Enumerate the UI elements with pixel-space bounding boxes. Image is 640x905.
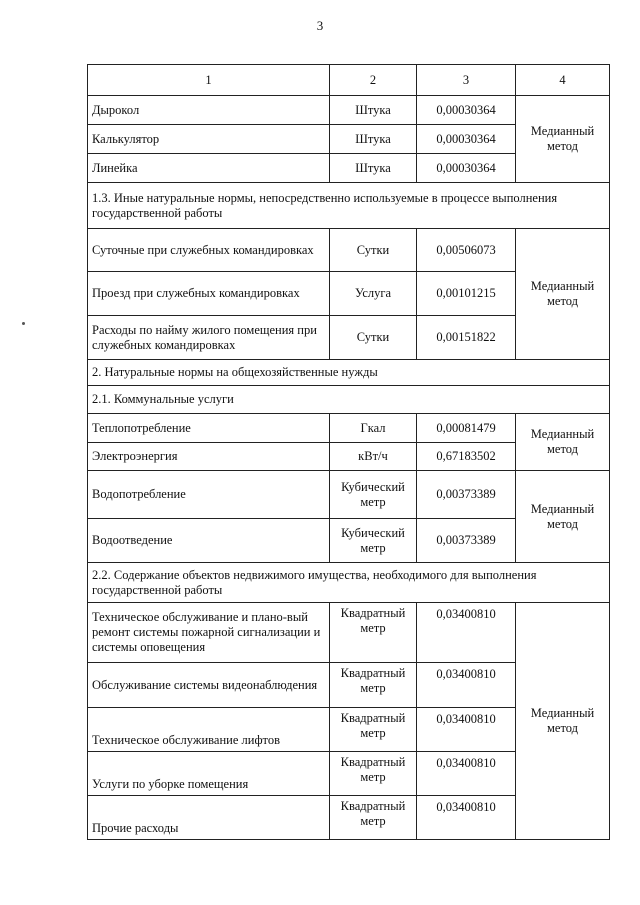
table-row [88,603,610,663]
section-row [88,386,610,414]
table-header-row [88,65,610,96]
section-row [88,360,610,386]
method-cell: Медианный метод [516,229,610,360]
item-value: 0,03400810 [417,663,516,708]
item-value: 0,00030364 [417,125,516,154]
item-unit: Штука [330,154,417,183]
section-row [88,183,610,229]
item-name: Линейка [88,154,330,183]
method-cell: Медианный метод [516,603,610,840]
method-cell: Медианный метод [516,414,610,471]
header-cell: 2 [330,65,417,96]
item-name: Техническое обслуживание и плано-вый ремонт системы пожарной сигнализации и системы оповещения [88,603,330,663]
table-row [88,414,610,443]
item-unit: Квадратный метр [330,663,417,708]
item-value: 0,00151822 [417,316,516,360]
item-name: Водоотведение [88,519,330,563]
item-name: Обслуживание системы видеонаблюдения [88,663,330,708]
header-cell: 1 [88,65,330,96]
item-value: 0,03400810 [417,708,516,752]
item-unit: Квадратный метр [330,796,417,840]
section-heading: 2.2. Содержание объектов недвижимого имущества, необходимого для выполнения государственной работы [88,563,610,603]
item-value: 0,00081479 [417,414,516,443]
section-heading: 1.3. Иные натуральные нормы, непосредственно используемые в процессе выполнения государственной работы [88,183,610,229]
item-unit: Гкал [330,414,417,443]
item-value: 0,03400810 [417,752,516,796]
item-name: Техническое обслуживание лифтов [88,708,330,752]
item-name: Услуги по уборке помещения [88,752,330,796]
item-unit: Услуга [330,272,417,316]
item-name: Суточные при служебных командировках [88,229,330,272]
item-unit: Штука [330,96,417,125]
item-name: Расходы по найму жилого помещения при служебных командировках [88,316,330,360]
item-name: Дырокол [88,96,330,125]
item-name: Водопотребление [88,471,330,519]
item-value: 0,03400810 [417,603,516,663]
header-cell: 3 [417,65,516,96]
item-unit: кВт/ч [330,443,417,471]
item-unit: Сутки [330,316,417,360]
item-value: 0,00373389 [417,519,516,563]
section-row [88,563,610,603]
item-name: Проезд при служебных командировках [88,272,330,316]
item-unit: Сутки [330,229,417,272]
item-name: Электроэнергия [88,443,330,471]
item-value: 0,00506073 [417,229,516,272]
item-value: 0,67183502 [417,443,516,471]
table-row [88,229,610,272]
section-heading: 2.1. Коммунальные услуги [88,386,610,414]
item-value: 0,00030364 [417,154,516,183]
item-value: 0,00373389 [417,471,516,519]
table-row [88,471,610,519]
method-cell: Медианный метод [516,471,610,563]
section-heading: 2. Натуральные нормы на общехозяйственные нужды [88,360,610,386]
item-unit: Квадратный метр [330,603,417,663]
item-name: Прочие расходы [88,796,330,840]
item-name: Калькулятор [88,125,330,154]
item-unit: Квадратный метр [330,708,417,752]
method-cell: Медианный метод [516,96,610,183]
item-unit: Кубический метр [330,519,417,563]
item-value: 0,00030364 [417,96,516,125]
header-cell: 4 [516,65,610,96]
item-unit: Кубический метр [330,471,417,519]
norms-table [87,64,610,840]
scan-speck [22,322,25,325]
item-value: 0,03400810 [417,796,516,840]
page-number: 3 [316,18,324,33]
item-name: Теплопотребление [88,414,330,443]
item-unit: Штука [330,125,417,154]
table-row [88,96,610,125]
item-value: 0,00101215 [417,272,516,316]
item-unit: Квадратный метр [330,752,417,796]
